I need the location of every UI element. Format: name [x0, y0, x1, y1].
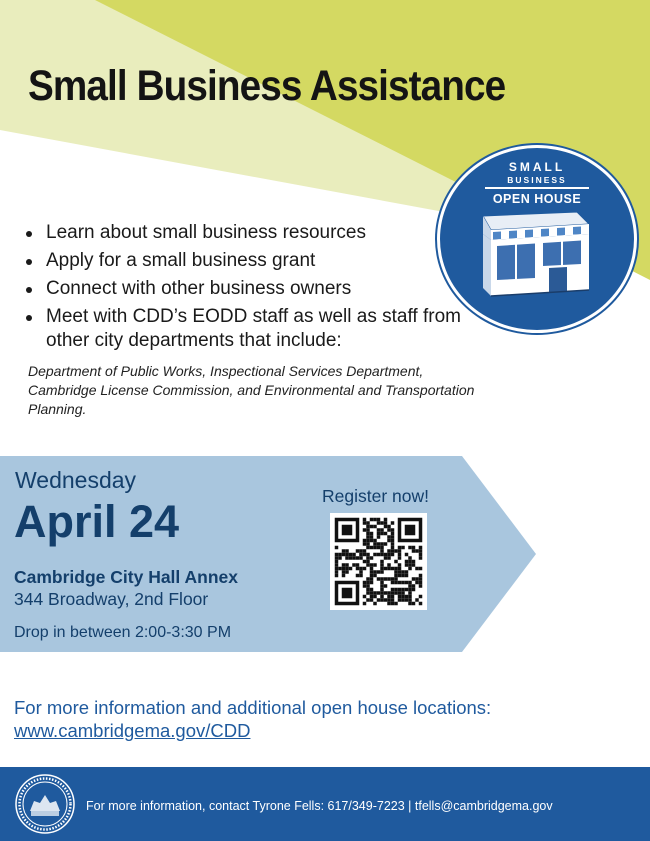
list-item: Apply for a small business grant	[22, 249, 492, 273]
cdd-website-link[interactable]: www.cambridgema.gov/CDD	[14, 720, 251, 741]
event-address: 344 Broadway, 2nd Floor	[14, 589, 209, 609]
event-date: April 24	[14, 496, 180, 547]
departments-note: Department of Public Works, Inspectional Services Department, Cambridge License Commission, and Environmental and Transportation Planning.	[28, 363, 475, 417]
footer-contact: For more information, contact Tyrone Fells: 617/349-7223 | tfells@cambridgema.gov	[86, 799, 553, 813]
badge-label-small: SMALL	[508, 160, 566, 174]
list-item: Connect with other business owners	[22, 277, 492, 301]
list-item: Meet with CDD’s EODD staff as well as staff from other city departments that include:	[22, 305, 492, 353]
city-seal-icon	[14, 773, 76, 835]
badge-divider	[485, 187, 589, 189]
badge-label-open-house: OPEN HOUSE	[492, 192, 582, 206]
benefits-list	[22, 221, 492, 357]
page-title: Small Business Assistance	[28, 62, 506, 110]
badge-label-business: BUSINESS	[507, 175, 567, 185]
register-label: Register now!	[322, 486, 429, 506]
event-weekday: Wednesday	[15, 467, 137, 493]
qr-code-icon[interactable]	[330, 513, 427, 610]
storefront-icon	[477, 210, 597, 302]
list-item: Learn about small business resources	[22, 221, 492, 245]
event-hours: Drop in between 2:00-3:30 PM	[14, 624, 232, 641]
more-info-text: For more information and additional open house locations:	[14, 697, 492, 718]
event-venue: Cambridge City Hall Annex	[14, 567, 238, 587]
footer-bar	[0, 767, 650, 841]
